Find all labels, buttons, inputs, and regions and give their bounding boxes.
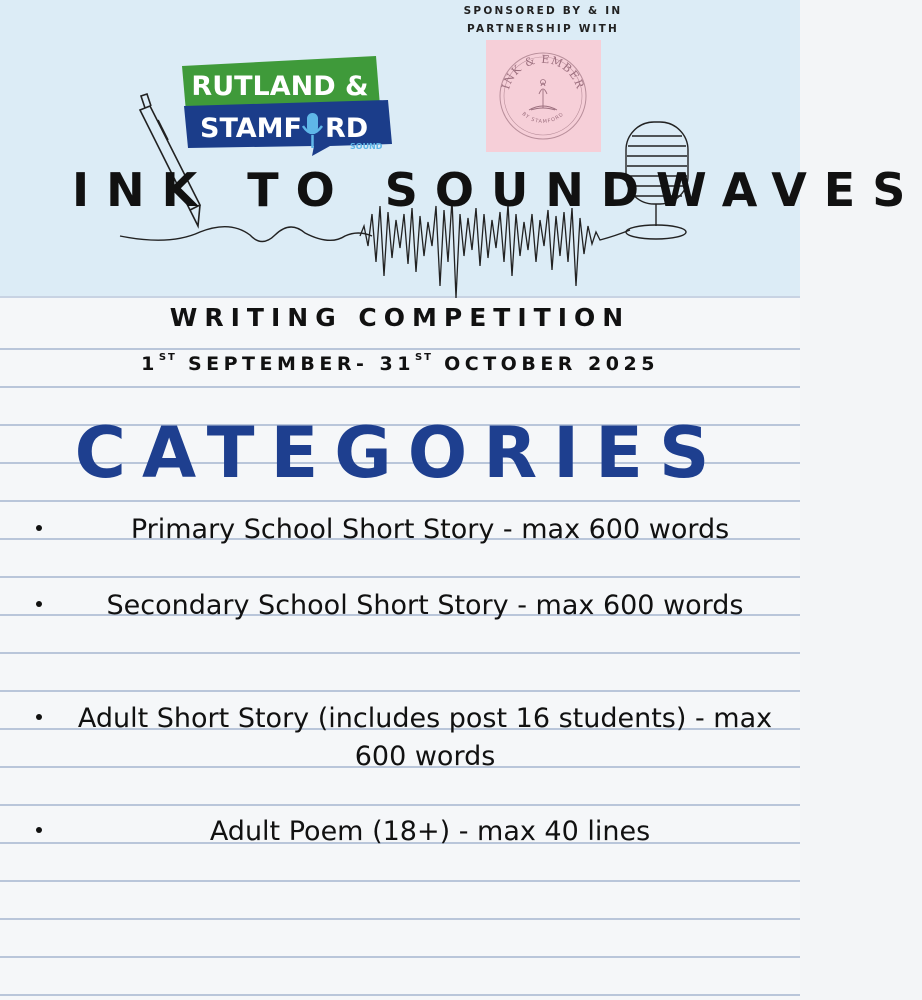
end-day-suffix: ST <box>414 352 433 363</box>
sponsor-caption: SPONSORED BY & IN PARTNERSHIP WITH <box>463 5 623 35</box>
start-day: 1 <box>141 353 159 375</box>
category-text: Primary School Short Story - max 600 words <box>130 514 730 545</box>
page-title: INK TO SOUNDWAVES <box>72 163 922 217</box>
category-text: Adult Poem (18+) - max 40 lines <box>209 816 651 847</box>
logo-line-stamford-b: RD <box>325 113 369 144</box>
start-day-suffix: ST <box>158 352 177 363</box>
logo-tag-sound: SOUND <box>350 142 383 151</box>
ink-ember-name: INK & EMBER <box>499 52 587 92</box>
category-text: Adult Short Story (includes post 16 students) - max 600 words <box>77 703 773 772</box>
list-item <box>60 700 790 776</box>
competition-subtitle: WRITING COMPETITION <box>169 303 631 332</box>
logo-line-rutland: RUTLAND & <box>191 71 369 102</box>
bullet-icon <box>36 827 42 833</box>
list-item <box>60 813 800 851</box>
bullet-icon <box>36 525 42 531</box>
date-separator: - <box>356 353 369 375</box>
logo-line-stamford-a: STAMF <box>200 113 302 144</box>
ink-ember-tagline: BY STAMFORD <box>520 111 566 126</box>
end-month-year: OCTOBER 2025 <box>444 353 659 375</box>
list-item <box>60 511 800 549</box>
start-month: SEPTEMBER <box>187 353 356 375</box>
category-text: Secondary School Short Story - max 600 words <box>106 590 744 621</box>
bullet-icon <box>36 714 42 720</box>
list-item <box>100 587 750 625</box>
bullet-icon <box>36 601 42 607</box>
categories-heading: CATEGORIES <box>74 412 726 494</box>
end-day: 31 <box>379 353 415 375</box>
